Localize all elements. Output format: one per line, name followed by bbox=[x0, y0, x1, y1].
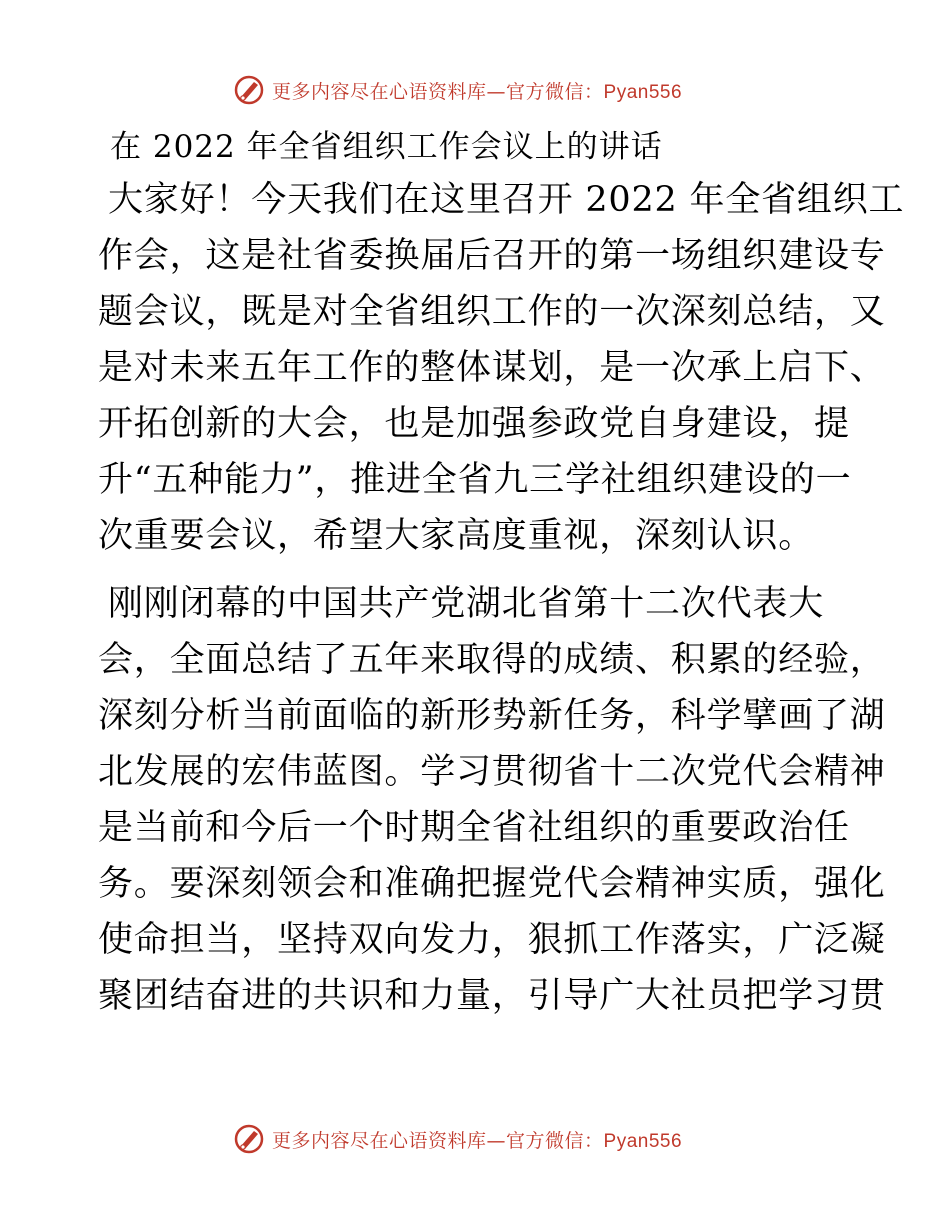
text-line: 升“五种能力”，推进全省九三学社组织建设的一 bbox=[98, 460, 852, 500]
text-line: 是对未来五年工作的整体谋划，是一次承上启下、 bbox=[98, 348, 886, 388]
text-line: 次重要会议，希望大家高度重视，深刻认识。 bbox=[98, 516, 815, 556]
text-line: 使命担当，坚持双向发力，狠抓工作落实，广泛凝 bbox=[98, 920, 886, 960]
text-line: 务。要深刻领会和准确把握党代会精神实质，强化 bbox=[98, 864, 886, 904]
paragraph-congress-spirit bbox=[98, 576, 886, 1024]
document-title: 在 2022 年全省组织工作会议上的讲话 bbox=[110, 129, 663, 165]
text-line: 大家好！今天我们在这里召开 2022 年全省组织工 bbox=[108, 180, 905, 220]
pen-logo-icon bbox=[232, 73, 266, 107]
text-line: 聚团结奋进的共识和力量，引导广大社员把学习贯 bbox=[98, 976, 886, 1016]
paragraph-greeting bbox=[98, 172, 905, 564]
text-line: 开拓创新的大会，也是加强参政党自身建设，提 bbox=[98, 404, 850, 444]
text-line: 深刻分析当前面临的新形势新任务，科学擘画了湖 bbox=[98, 696, 886, 736]
text-line: 会，全面总结了五年来取得的成绩、积累的经验， bbox=[98, 640, 886, 680]
footer-watermark bbox=[232, 1122, 682, 1156]
watermark-text: 更多内容尽在心语资料库—官方微信：Pyan556 bbox=[272, 1129, 683, 1152]
text-line: 北发展的宏伟蓝图。学习贯彻省十二次党代会精神 bbox=[98, 752, 886, 792]
document-body bbox=[98, 172, 905, 1036]
watermark-text: 更多内容尽在心语资料库—官方微信：Pyan556 bbox=[272, 80, 683, 103]
pen-logo-icon bbox=[232, 1122, 266, 1156]
text-line: 作会，这是社省委换届后召开的第一场组织建设专 bbox=[98, 236, 886, 276]
header-watermark bbox=[232, 73, 682, 107]
text-line: 题会议，既是对全省组织工作的一次深刻总结，又 bbox=[98, 292, 886, 332]
text-line: 刚刚闭幕的中国共产党湖北省第十二次代表大 bbox=[108, 584, 825, 624]
text-line: 是当前和今后一个时期全省社组织的重要政治任 bbox=[98, 808, 850, 848]
